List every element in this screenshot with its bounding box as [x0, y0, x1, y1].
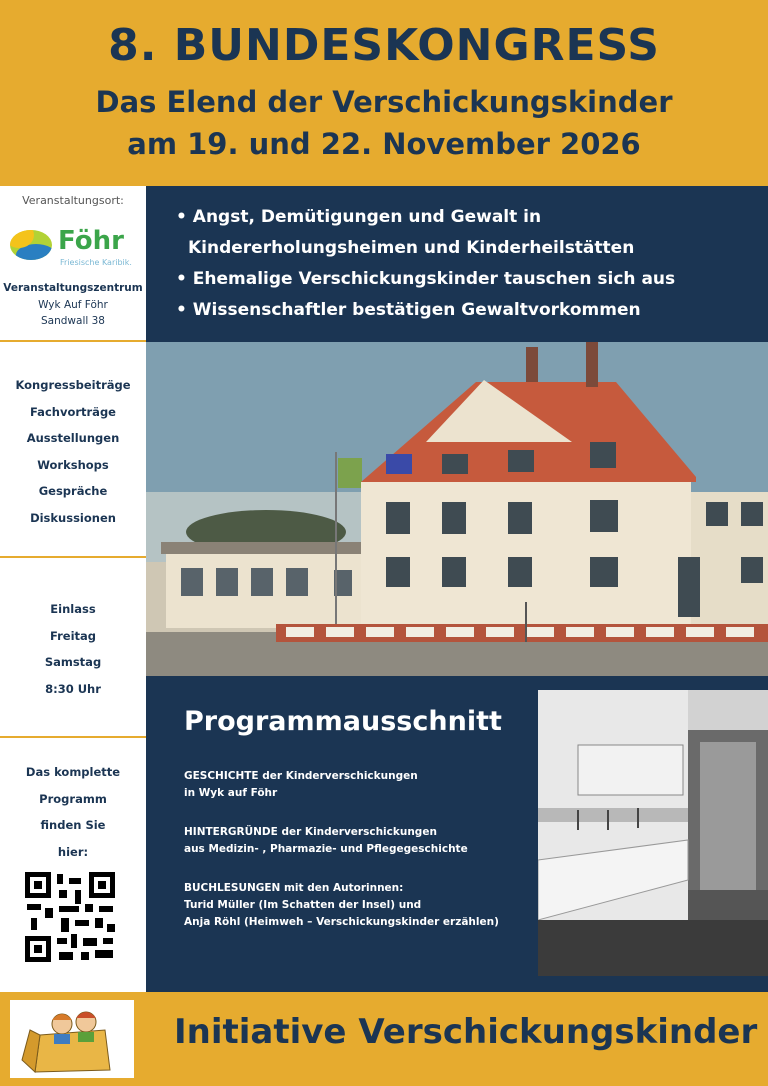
list-item: Fachvorträge — [30, 404, 116, 419]
list-item: 8:30 Uhr — [45, 681, 101, 696]
list-item: Programm — [39, 791, 107, 806]
list-item: Gespräche — [38, 484, 108, 498]
foehr-logo — [10, 226, 136, 272]
footer-banner — [0, 992, 768, 1086]
program-item-heading: GESCHICHTE der Kinderverschickungen — [184, 770, 418, 782]
organization-name: Initiative Verschickungskinder — [174, 1012, 758, 1052]
program-item — [184, 824, 468, 858]
program-item-detail: aus Medizin- , Pharmazie- und Pflegegeschichte — [184, 843, 468, 855]
contributions-list — [0, 372, 146, 531]
venue-city: Wyk Auf Föhr — [38, 299, 108, 311]
key-points-panel — [146, 186, 768, 342]
header-banner — [0, 0, 768, 186]
list-item: finden Sie — [40, 818, 106, 832]
list-item: Einlass — [50, 602, 96, 616]
list-item: Freitag — [49, 628, 97, 643]
children-in-box-illustration — [10, 1000, 134, 1078]
qr-code[interactable] — [25, 872, 115, 962]
program-item-detail: Anja Röhl (Heimweh – Verschickungskinder erzählen) — [184, 916, 499, 928]
page-subtitle: Das Elend der Verschickungskinder — [95, 85, 673, 119]
list-item: Workshops — [37, 457, 109, 472]
logo-tagline: Friesische Karibik. — [60, 258, 132, 267]
list-item: hier: — [57, 844, 89, 859]
list-item: Samstag — [44, 655, 102, 669]
bullet-item: Kindererholungsheimen und Kinderheilstätten — [188, 238, 635, 258]
program-item-detail: Turid Müller (Im Schatten der Insel) und — [184, 899, 422, 911]
program-item — [184, 880, 499, 931]
venue-label: Veranstaltungsort: — [22, 194, 124, 207]
divider — [0, 736, 146, 738]
bullet-item: • Ehemalige Verschickungskinder tauschen sich aus — [176, 269, 676, 289]
foehr-logo-icon — [10, 230, 52, 260]
program-item-heading: HINTERGRÜNDE der Kinderverschickungen — [184, 826, 437, 838]
program-item-detail: in Wyk auf Föhr — [184, 787, 278, 799]
logo-text: Föhr — [58, 226, 124, 256]
list-item: Das komplette — [25, 765, 121, 779]
bullet-item: • Wissenschaftler bestätigen Gewaltvorkommen — [176, 300, 641, 320]
washroom-photo — [538, 690, 768, 976]
page-title: 8. BUNDESKONGRESS — [108, 20, 660, 71]
program-item-heading: BUCHLESUNGEN mit den Autorinnen: — [184, 882, 404, 894]
venue-street: Sandwall 38 — [41, 315, 105, 327]
event-date: am 19. und 22. November 2026 — [127, 127, 641, 161]
contributions-heading: Kongressbeiträge — [15, 378, 131, 392]
bullet-item: • Angst, Demütigungen und Gewalt in — [176, 207, 542, 227]
building-photo — [146, 342, 768, 676]
admission-info — [0, 596, 146, 702]
info-sidebar — [0, 186, 146, 992]
divider — [0, 340, 146, 342]
program-hint — [0, 759, 146, 865]
list-item: Diskussionen — [30, 510, 116, 525]
program-item — [184, 768, 418, 802]
divider — [0, 556, 146, 558]
list-item: Ausstellungen — [26, 431, 120, 445]
program-title: Programmausschnitt — [184, 706, 502, 737]
venue-name: Veranstaltungszentrum — [3, 282, 143, 294]
